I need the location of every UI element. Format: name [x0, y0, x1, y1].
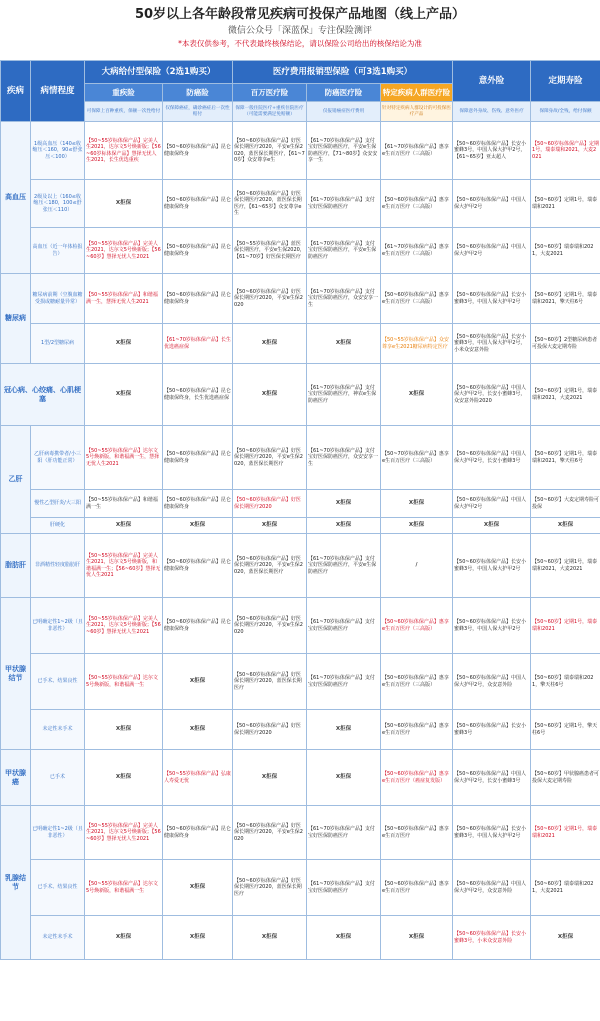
critical-cell: 【50~55岁标体保产品】完美人生2021，达尔文5号焕新版，和谐福满一生；【56~60岁】慧择无忧人生2021 — [85, 534, 163, 598]
disclaimer: *本表仅供参考，不代表最终核保结论，请以保险公司给出的核保结论为准 — [178, 39, 422, 48]
special-cell: X拒保 — [381, 364, 453, 426]
special-cell: 【50~60岁标体保产品】惠享e生百万医疗（癌症复发版） — [381, 750, 453, 806]
table-row — [1, 426, 600, 490]
cancer-medical-cell: X拒保 — [307, 324, 381, 364]
life-cell: 【50~60岁】大麦定期寿险可投保 — [531, 490, 600, 518]
accident-cell: 【50~60岁标体保产品】中国人保大护甲2号，长安小蜜蜂3号 — [453, 750, 531, 806]
table-row — [1, 860, 600, 916]
accident-cell: 【50~60岁标体保产品】长安小蜜蜂3号，中国人保大护甲2号 — [453, 274, 531, 324]
life-cell: 【50~60岁】定期1号，瑞泰瑞和2021，擎天柱6号 — [531, 274, 600, 324]
life-cell: 【50~60岁】定期1号，瑞泰瑞和2021 — [531, 806, 600, 860]
medical-cell: 【50~60岁标体保产品】好医保长期医疗2020，蓝医保长期医疗 — [233, 860, 307, 916]
cancer-medical-cell: 【61~70岁标体保产品】支付宝好医保防癌医疗 — [307, 860, 381, 916]
disease-cell: 甲状腺癌 — [1, 750, 31, 806]
medical-cell: 【50~55岁标体保产品】蓝医保长期医疗，平安e生保2020，【61~70岁】好医保长期医疗 — [233, 228, 307, 274]
table-row — [1, 654, 600, 710]
special-cell: 【61~70岁标体保产品】惠享e生百万医疗（三高版） — [381, 228, 453, 274]
accident-cell: 【50~60岁标体保产品】长安小蜜蜂3号 — [453, 710, 531, 750]
disease-cell: 甲状腺结节 — [1, 598, 31, 750]
cancer-medical-cell: X拒保 — [307, 710, 381, 750]
accident-cell: 【50~60岁标体保产品】中国人保大护甲2号，长安小蜜蜂3号 — [453, 426, 531, 490]
accident-cell: 【50~60岁标体保产品】长安小蜜蜂3号，小米众安意外险 — [453, 916, 531, 960]
degree-cell: 乙肝病毒携带者/小三阳（肝功能正常） — [31, 426, 85, 490]
accident-cell: 【50~60岁标体保产品】长安小蜜蜂3号，中国人保大护甲2号 — [453, 598, 531, 654]
life-cell: 【50~60岁】定期1号，瑞泰瑞和2021 — [531, 598, 600, 654]
life-cell: 【50~60岁】定期1号，瑞泰瑞和2021，擎天柱6号 — [531, 426, 600, 490]
special-cell: / — [381, 534, 453, 598]
special-cell: 【61~70岁标体保产品】惠享e生百万医疗（三高版） — [381, 122, 453, 180]
accident-cell: 【50~60岁标体保产品】中国人保大护甲2号，长安小蜜蜂3号，众安意外险2020 — [453, 364, 531, 426]
medical-cell: X拒保 — [233, 364, 307, 426]
critical-cell: X拒保 — [85, 324, 163, 364]
col-cancer-medical: 防癌医疗险 — [307, 84, 381, 102]
degree-cell: 慢性乙型肝炎/大三阳 — [31, 490, 85, 518]
critical-cell: 【50~55岁标体保产品】达尔文5号焕新版，和谐福满一生，慧择无忧人生2021 — [85, 426, 163, 490]
disease-cell: 冠心病、心绞痛、心肌梗塞 — [1, 364, 85, 426]
table-row — [1, 710, 600, 750]
life-cell: 【50~60岁】2型糖尿病患者可投保大麦定期寿险 — [531, 324, 600, 364]
desc-special: 针对特定疾病人群设计的可投保医疗产品 — [381, 102, 453, 122]
cancer-medical-cell: 【61~70岁标体保产品】支付宝好医保防癌医疗，众安安享一生 — [307, 426, 381, 490]
table-row — [1, 750, 600, 806]
cancer-cell: 【50~60岁标体保产品】昆仑健康保终身 — [163, 806, 233, 860]
special-cell: 【50~60岁标体保产品】惠享e生百万医疗（三高版） — [381, 598, 453, 654]
special-cell: 【50~60岁标体保产品】惠享e生百万医疗 — [381, 710, 453, 750]
degree-cell: 高血压（近一年体检报告） — [31, 228, 85, 274]
accident-cell: 【50~60岁标体保产品】中国人保大护甲2号，众安意外险 — [453, 860, 531, 916]
degree-cell: 非酒精性轻度脂肪肝 — [31, 534, 85, 598]
accident-cell: 【50~60岁标体保产品】长安小蜜蜂3号，中国人保大护甲2号 — [453, 534, 531, 598]
degree-cell: 未定性未手术 — [31, 710, 85, 750]
disease-cell: 脂肪肝 — [1, 534, 31, 598]
cancer-medical-cell: 【61~70岁标体保产品】支付宝好医保防癌医疗，神农e生保防癌医疗 — [307, 364, 381, 426]
degree-cell: 2级及以上（160≤收缩压＜180，100≤舒张压＜110） — [31, 180, 85, 228]
life-cell: 【50~60岁】瑞泰瑞和2021，大麦2021 — [531, 228, 600, 274]
cancer-cell: X拒保 — [163, 654, 233, 710]
cancer-medical-cell: X拒保 — [307, 750, 381, 806]
cancer-cell: 【50~60岁标体保产品】昆仑健康保终身 — [163, 534, 233, 598]
special-cell: 【50~60岁标体保产品】惠享e生百万医疗（三高版） — [381, 180, 453, 228]
critical-cell: 【50~55岁标体保产品】和谐福满一生 — [85, 490, 163, 518]
table-row — [1, 490, 600, 518]
col-accident: 意外险 — [453, 61, 531, 102]
cancer-cell: 【50~60岁标体保产品】昆仑健康保终身 — [163, 180, 233, 228]
cancer-cell: X拒保 — [163, 518, 233, 534]
medical-cell: 【50~60岁标体保产品】好医保长期医疗2020，平安e生保2020，蓝医保长期医疗，【61~70岁】众安尊享e生 — [233, 122, 307, 180]
degree-cell: 已手术、结果良性 — [31, 654, 85, 710]
degree-cell: 糖尿病前期（空腹血糖受损或糖耐量异常） — [31, 274, 85, 324]
cancer-medical-cell: 【61~70岁标体保产品】支付宝好医保防癌医疗 — [307, 598, 381, 654]
medical-cell: 【50~60岁标体保产品】好医保长期医疗2020，平安e生保2020，蓝医保长期医疗 — [233, 534, 307, 598]
degree-cell: 未定性未手术 — [31, 916, 85, 960]
critical-cell: X拒保 — [85, 518, 163, 534]
special-cell: 【50~55岁标体保产品】众安尊享e生2021糖尿病特定医疗 — [381, 324, 453, 364]
medical-cell: X拒保 — [233, 324, 307, 364]
table-row — [1, 122, 600, 180]
table-row — [1, 806, 600, 860]
col-disease: 疾病 — [1, 61, 31, 122]
life-cell: 【50~60岁】定期1号，瑞泰瑞和2021，大麦2021 — [531, 364, 600, 426]
special-cell: 【50~60岁标体保产品】惠享e生百万医疗 — [381, 860, 453, 916]
table-row — [1, 534, 600, 598]
cancer-medical-cell: X拒保 — [307, 916, 381, 960]
table-row — [1, 518, 600, 534]
desc-cancer: 仅保障癌症，确诊癌症后一次性赔付 — [163, 102, 233, 122]
cancer-cell: 【50~60岁标体保产品】昆仑健康保终身 — [163, 490, 233, 518]
cancer-cell: 【61~70岁标体保产品】长生优选癌症保 — [163, 324, 233, 364]
medical-cell: 【50~60岁标体保产品】好医保长期医疗2020，平安e生保2020，蓝医保长期医疗 — [233, 426, 307, 490]
critical-cell: X拒保 — [85, 364, 163, 426]
life-cell: 【50~60岁】甲状腺癌患者可投保大麦定期寿险 — [531, 750, 600, 806]
medical-cell: 【50~60岁标体保产品】好医保长期医疗2020 — [233, 710, 307, 750]
life-cell: 【50~60岁】定期1号，瑞泰瑞和2021 — [531, 180, 600, 228]
life-cell: X拒保 — [531, 518, 600, 534]
accident-cell: 【50~60岁标体保产品】中国人保大护甲2号，众安意外险 — [453, 654, 531, 710]
group-medical: 医疗费用报销型保险（可3选1购买） — [233, 61, 453, 84]
col-special-medical: 特定疾病人群医疗险 — [381, 84, 453, 102]
cancer-medical-cell: 【61~70岁标体保产品】支付宝好医保防癌医疗，众安安享一生 — [307, 274, 381, 324]
accident-cell: 【50~60岁标体保产品】长安小蜜蜂3号，中国人保大护甲2号，【61~65岁】亚太超人 — [453, 122, 531, 180]
desc-cancer-medical: 仅报销癌症医疗费用 — [307, 102, 381, 122]
col-degree: 病情程度 — [31, 61, 85, 122]
life-cell: 【50~60岁】定期1号，擎天柱6号 — [531, 710, 600, 750]
table-row — [1, 364, 600, 426]
cancer-cell: 【50~60岁标体保产品】昆仑健康保终身，长生优选癌症保 — [163, 364, 233, 426]
cancer-medical-cell: 【61~70岁标体保产品】支付宝好医保防癌医疗 — [307, 654, 381, 710]
life-cell: X拒保 — [531, 916, 600, 960]
table-row — [1, 228, 600, 274]
table-row — [1, 180, 600, 228]
accident-cell: 【50~60岁标体保产品】长安小蜜蜂3号，中国人保大护甲2号 — [453, 806, 531, 860]
critical-cell: X拒保 — [85, 750, 163, 806]
special-cell: 【50~60岁标体保产品】惠享e生百万医疗 — [381, 806, 453, 860]
special-cell: 【50~70岁标体保产品】惠享e生百万医疗（三高版） — [381, 426, 453, 490]
cancer-medical-cell: 【61~70岁标体保产品】支付宝好医保防癌医疗，平安e生保防癌医疗，【71~80岁】众安安享一生 — [307, 122, 381, 180]
cancer-cell: 【50~55岁标体保产品】弘康人寿爱无忧 — [163, 750, 233, 806]
medical-cell: 【50~60岁标体保产品】好医保长期医疗2020，平安e生保2020 — [233, 274, 307, 324]
special-cell: X拒保 — [381, 490, 453, 518]
table-row — [1, 598, 600, 654]
cancer-cell: X拒保 — [163, 860, 233, 916]
cancer-cell: 【50~60岁标体保产品】昆仑健康保终身 — [163, 274, 233, 324]
critical-cell: 【50~55岁标体保产品】完美人生2021，达尔文5号焕新版；【56~60岁】慧择无忧人生2021 — [85, 598, 163, 654]
page-title: 50岁以上各年龄段常见疾病可投保产品地图（线上产品） — [134, 7, 466, 22]
degree-cell: 已明确定性1~2级（且非恶性） — [31, 598, 85, 654]
cancer-cell: X拒保 — [163, 916, 233, 960]
medical-cell: X拒保 — [233, 750, 307, 806]
cancer-cell: 【50~60岁标体保产品】昆仑健康保终身 — [163, 228, 233, 274]
degree-cell: 1级高血压（140≤收缩压＜160，90≤舒张压＜100） — [31, 122, 85, 180]
cancer-medical-cell: X拒保 — [307, 490, 381, 518]
critical-cell: X拒保 — [85, 180, 163, 228]
desc-life: 保障身故/全残，给付保额 — [531, 102, 600, 122]
critical-cell: 【50~55岁标体保产品】达尔文5号焕新版，和谐福满一生 — [85, 654, 163, 710]
disease-cell: 乙肝 — [1, 426, 31, 534]
medical-cell: X拒保 — [233, 518, 307, 534]
desc-million: 保障一般住院医疗+重疾住院医疗（可能需要满足免赔额） — [233, 102, 307, 122]
accident-cell: 【50~60岁标体保产品】长安小蜜蜂3号，中国人保大护甲2号，小米众安意外险 — [453, 324, 531, 364]
cancer-cell: 【50~60岁标体保产品】昆仑健康保终身 — [163, 426, 233, 490]
accident-cell: 【50~60岁标体保产品】中国人保大护甲2号 — [453, 490, 531, 518]
header-row-groups — [1, 61, 600, 84]
critical-cell: 【50~55岁标体保产品】完美人生2021，达尔文5号焕新版；【56~60岁】慧择无忧人生2021 — [85, 806, 163, 860]
cancer-cell: 【50~60岁标体保产品】昆仑健康保终身 — [163, 122, 233, 180]
group-critical: 大病给付型保险（2选1购买） — [85, 61, 233, 84]
medical-cell: 【50~60岁标体保产品】好医保长期医疗2020，平安e生保2020 — [233, 806, 307, 860]
degree-cell: 1型/2型糖尿病 — [31, 324, 85, 364]
cancer-medical-cell: 【61~70岁标体保产品】支付宝好医保防癌医疗，平安e生保防癌医疗 — [307, 534, 381, 598]
cancer-medical-cell: X拒保 — [307, 518, 381, 534]
accident-cell: 【50~60岁标体保产品】中国人保大护甲2号 — [453, 228, 531, 274]
special-cell: 【50~60岁标体保产品】惠享e生百万医疗（三高版） — [381, 654, 453, 710]
medical-cell: 【50~60岁标体保产品】好医保长期医疗2020，蓝医保长期医疗，【61~65岁】众安尊享e生 — [233, 180, 307, 228]
cancer-medical-cell: 【61~70岁标体保产品】支付宝好医保防癌医疗，平安e生保防癌医疗 — [307, 228, 381, 274]
critical-cell: 【50~55岁标体保产品】和谐福满一生，慧择无忧人生2021 — [85, 274, 163, 324]
cancer-medical-cell: 【61~70岁标体保产品】支付宝好医保防癌医疗 — [307, 806, 381, 860]
medical-cell: 【50~60岁标体保产品】好医保长期医疗2020 — [233, 490, 307, 518]
accident-cell: 【50~60岁标体保产品】中国人保大护甲2号 — [453, 180, 531, 228]
cancer-cell: X拒保 — [163, 710, 233, 750]
degree-cell: 已手术、结果良性 — [31, 860, 85, 916]
medical-cell: 【50~60岁标体保产品】好医保长期医疗2020，平安e生保2020 — [233, 598, 307, 654]
medical-cell: 【50~60岁标体保产品】好医保长期医疗2020，蓝医保长期医疗 — [233, 654, 307, 710]
critical-cell: X拒保 — [85, 710, 163, 750]
life-cell: 【50~60岁】瑞泰瑞和2021，大麦2021 — [531, 860, 600, 916]
degree-cell: 肝硬化 — [31, 518, 85, 534]
critical-cell: 【50~55岁标体保产品】完美人生2021，达尔文5号焕新版；【56~60岁标体保产品】慧择无忧人生2021，长生优选重疾 — [85, 122, 163, 180]
medical-cell: X拒保 — [233, 916, 307, 960]
special-cell: X拒保 — [381, 518, 453, 534]
page-subtitle: 微信公众号「深蓝保」专注保险测评 — [227, 26, 372, 36]
disease-cell: 乳腺结节 — [1, 806, 31, 960]
desc-accident: 保障意外身故、伤残、意外医疗 — [453, 102, 531, 122]
table-row — [1, 324, 600, 364]
disease-cell: 高血压 — [1, 122, 31, 274]
special-cell: X拒保 — [381, 916, 453, 960]
col-million-medical: 百万医疗险 — [233, 84, 307, 102]
special-cell: 【50~60岁标体保产品】惠享e生百万医疗（三高版） — [381, 274, 453, 324]
col-life: 定期寿险 — [531, 61, 600, 102]
degree-cell: 已手术 — [31, 750, 85, 806]
page-header — [0, 0, 600, 60]
cancer-cell: 【50~60岁标体保产品】昆仑健康保终身 — [163, 598, 233, 654]
life-cell: 【50~60岁】瑞泰瑞和2021，擎天柱6号 — [531, 654, 600, 710]
disease-cell: 糖尿病 — [1, 274, 31, 364]
insurance-map-table — [0, 60, 600, 960]
col-cancer: 防癌险 — [163, 84, 233, 102]
critical-cell: 【50~55岁标体保产品】达尔文5号焕新版，和谐福满一生 — [85, 860, 163, 916]
critical-cell: X拒保 — [85, 916, 163, 960]
cancer-medical-cell: 【61~70岁标体保产品】支付宝好医保防癌医疗 — [307, 180, 381, 228]
degree-cell: 已明确定性1~2级（且非恶性） — [31, 806, 85, 860]
header-row-descriptions — [1, 102, 600, 122]
desc-critical: 可保障上百种重疾，保额一次性给付 — [85, 102, 163, 122]
col-critical-illness: 重疾险 — [85, 84, 163, 102]
life-cell: 【50~60岁】定期1号，瑞泰瑞和2021，大麦2021 — [531, 534, 600, 598]
critical-cell: 【50~55岁标体保产品】完美人生2021，达尔文5号焕新版；【56~60岁】慧择无忧人生2021 — [85, 228, 163, 274]
life-cell: 【50~60岁标体保产品】定期1号，瑞泰瑞和2021，大麦2021 — [531, 122, 600, 180]
accident-cell: X拒保 — [453, 518, 531, 534]
table-row — [1, 916, 600, 960]
table-row — [1, 274, 600, 324]
